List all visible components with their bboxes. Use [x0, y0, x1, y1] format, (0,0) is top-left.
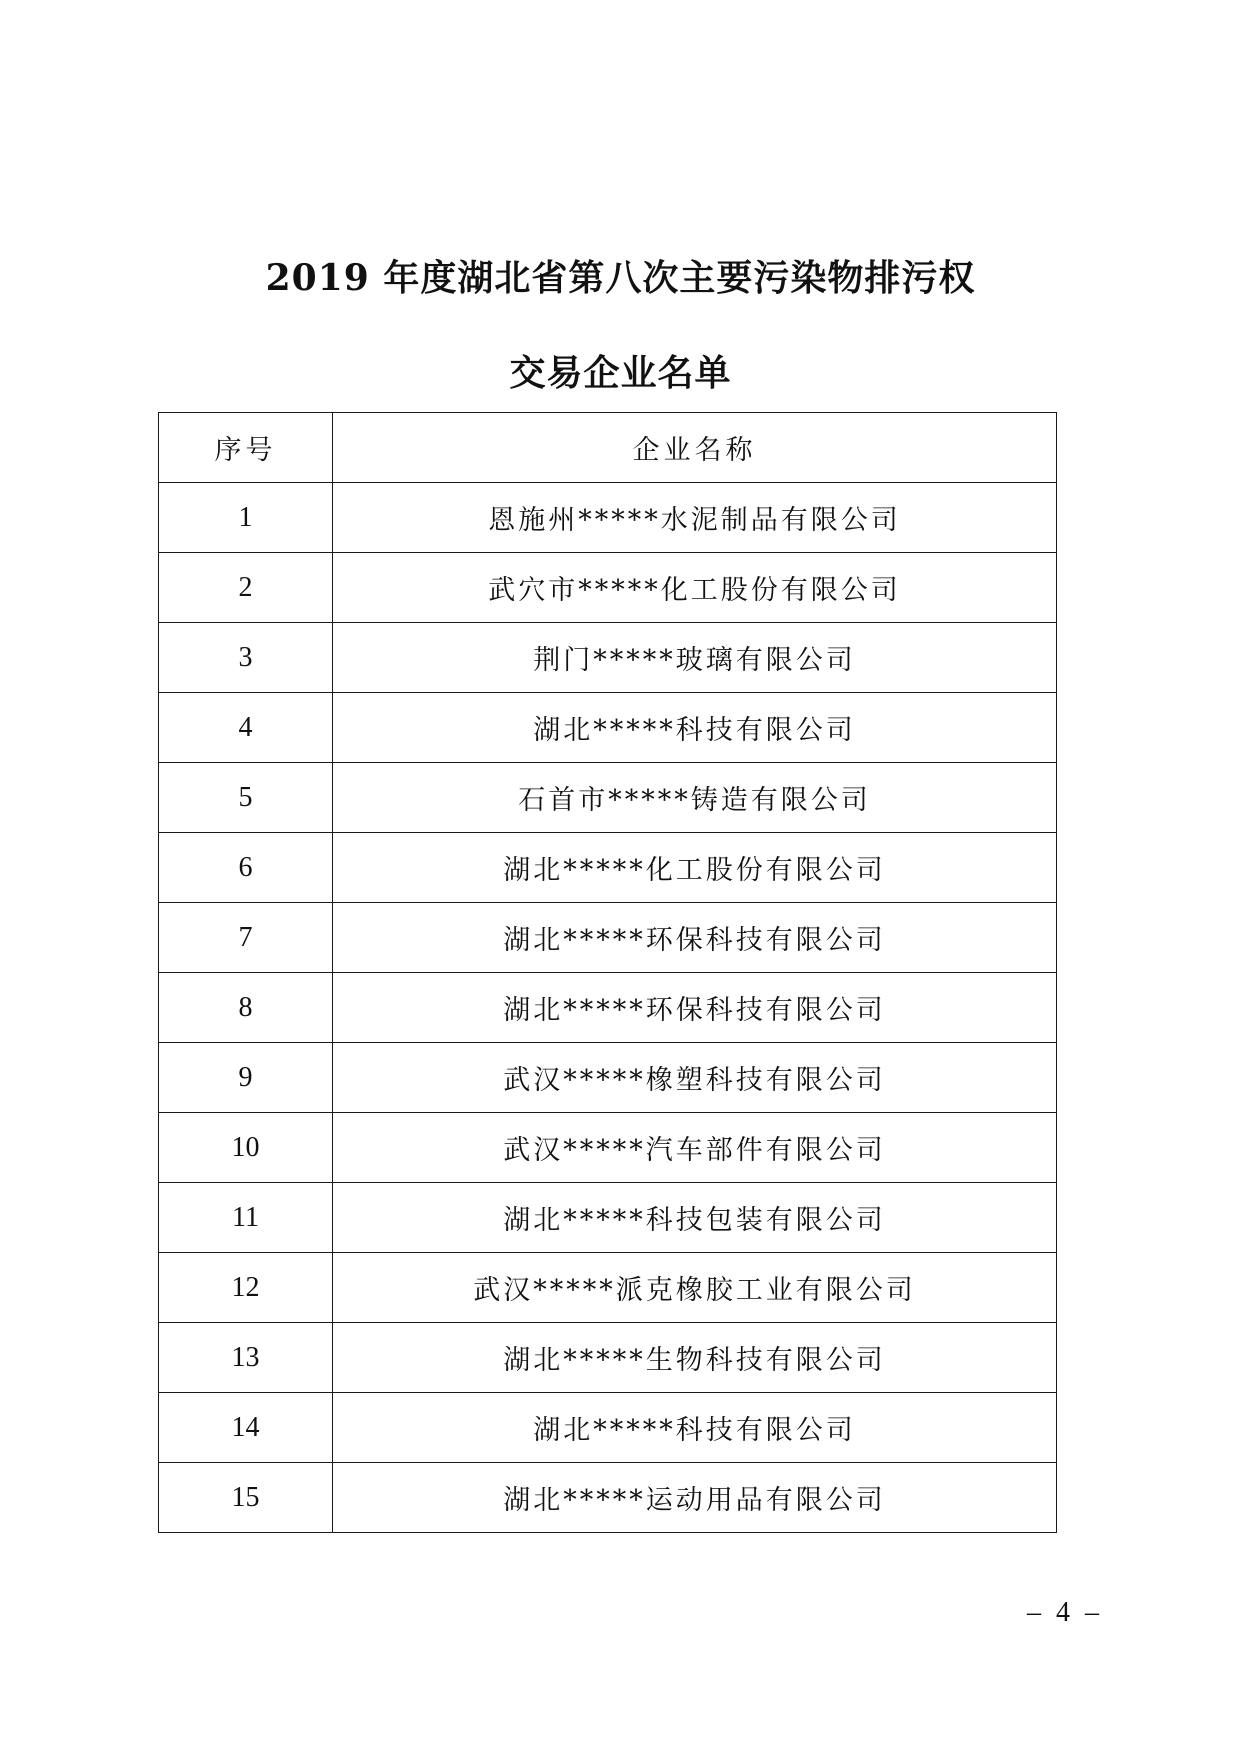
row-index: 1 — [159, 483, 333, 553]
table-row — [159, 1463, 1057, 1533]
header-index: 序号 — [159, 413, 333, 483]
row-index: 10 — [159, 1113, 333, 1183]
table-row — [159, 763, 1057, 833]
row-enterprise-name: 恩施州*****水泥制品有限公司 — [333, 483, 1057, 553]
table-row — [159, 973, 1057, 1043]
page-number: – 4 – — [1027, 1597, 1103, 1628]
header-enterprise-name: 企业名称 — [333, 413, 1057, 483]
row-index: 9 — [159, 1043, 333, 1113]
row-enterprise-name: 武汉*****橡塑科技有限公司 — [333, 1043, 1057, 1113]
row-index: 15 — [159, 1463, 333, 1533]
row-enterprise-name: 武汉*****汽车部件有限公司 — [333, 1113, 1057, 1183]
row-index: 13 — [159, 1323, 333, 1393]
table-row — [159, 1043, 1057, 1113]
row-index: 14 — [159, 1393, 333, 1463]
row-index: 6 — [159, 833, 333, 903]
table-row — [159, 903, 1057, 973]
row-enterprise-name: 湖北*****科技包装有限公司 — [333, 1183, 1057, 1253]
row-enterprise-name: 武穴市*****化工股份有限公司 — [333, 553, 1057, 623]
table-row — [159, 1323, 1057, 1393]
row-index: 7 — [159, 903, 333, 973]
row-index: 5 — [159, 763, 333, 833]
table-row — [159, 1253, 1057, 1323]
row-index: 4 — [159, 693, 333, 763]
row-enterprise-name: 湖北*****科技有限公司 — [333, 1393, 1057, 1463]
table-row — [159, 623, 1057, 693]
table-row — [159, 1393, 1057, 1463]
document-title-line-1: 2019 年度湖北省第八次主要污染物排污权 — [265, 257, 976, 299]
row-index: 3 — [159, 623, 333, 693]
table-row — [159, 833, 1057, 903]
row-enterprise-name: 荆门*****玻璃有限公司 — [333, 623, 1057, 693]
table-header-row — [159, 413, 1057, 483]
row-enterprise-name: 湖北*****化工股份有限公司 — [333, 833, 1057, 903]
row-enterprise-name: 湖北*****环保科技有限公司 — [333, 973, 1057, 1043]
row-enterprise-name: 湖北*****生物科技有限公司 — [333, 1323, 1057, 1393]
row-enterprise-name: 湖北*****运动用品有限公司 — [333, 1463, 1057, 1533]
row-index: 12 — [159, 1253, 333, 1323]
table-row — [159, 693, 1057, 763]
row-enterprise-name: 石首市*****铸造有限公司 — [333, 763, 1057, 833]
row-enterprise-name: 湖北*****科技有限公司 — [333, 693, 1057, 763]
row-index: 2 — [159, 553, 333, 623]
enterprise-table — [158, 412, 1057, 1533]
row-index: 8 — [159, 973, 333, 1043]
table-row — [159, 553, 1057, 623]
row-index: 11 — [159, 1183, 333, 1253]
table-row — [159, 1183, 1057, 1253]
document-title-line-2: 交易企业名单 — [509, 352, 732, 394]
table-row — [159, 1113, 1057, 1183]
row-enterprise-name: 湖北*****环保科技有限公司 — [333, 903, 1057, 973]
table-row — [159, 483, 1057, 553]
row-enterprise-name: 武汉*****派克橡胶工业有限公司 — [333, 1253, 1057, 1323]
